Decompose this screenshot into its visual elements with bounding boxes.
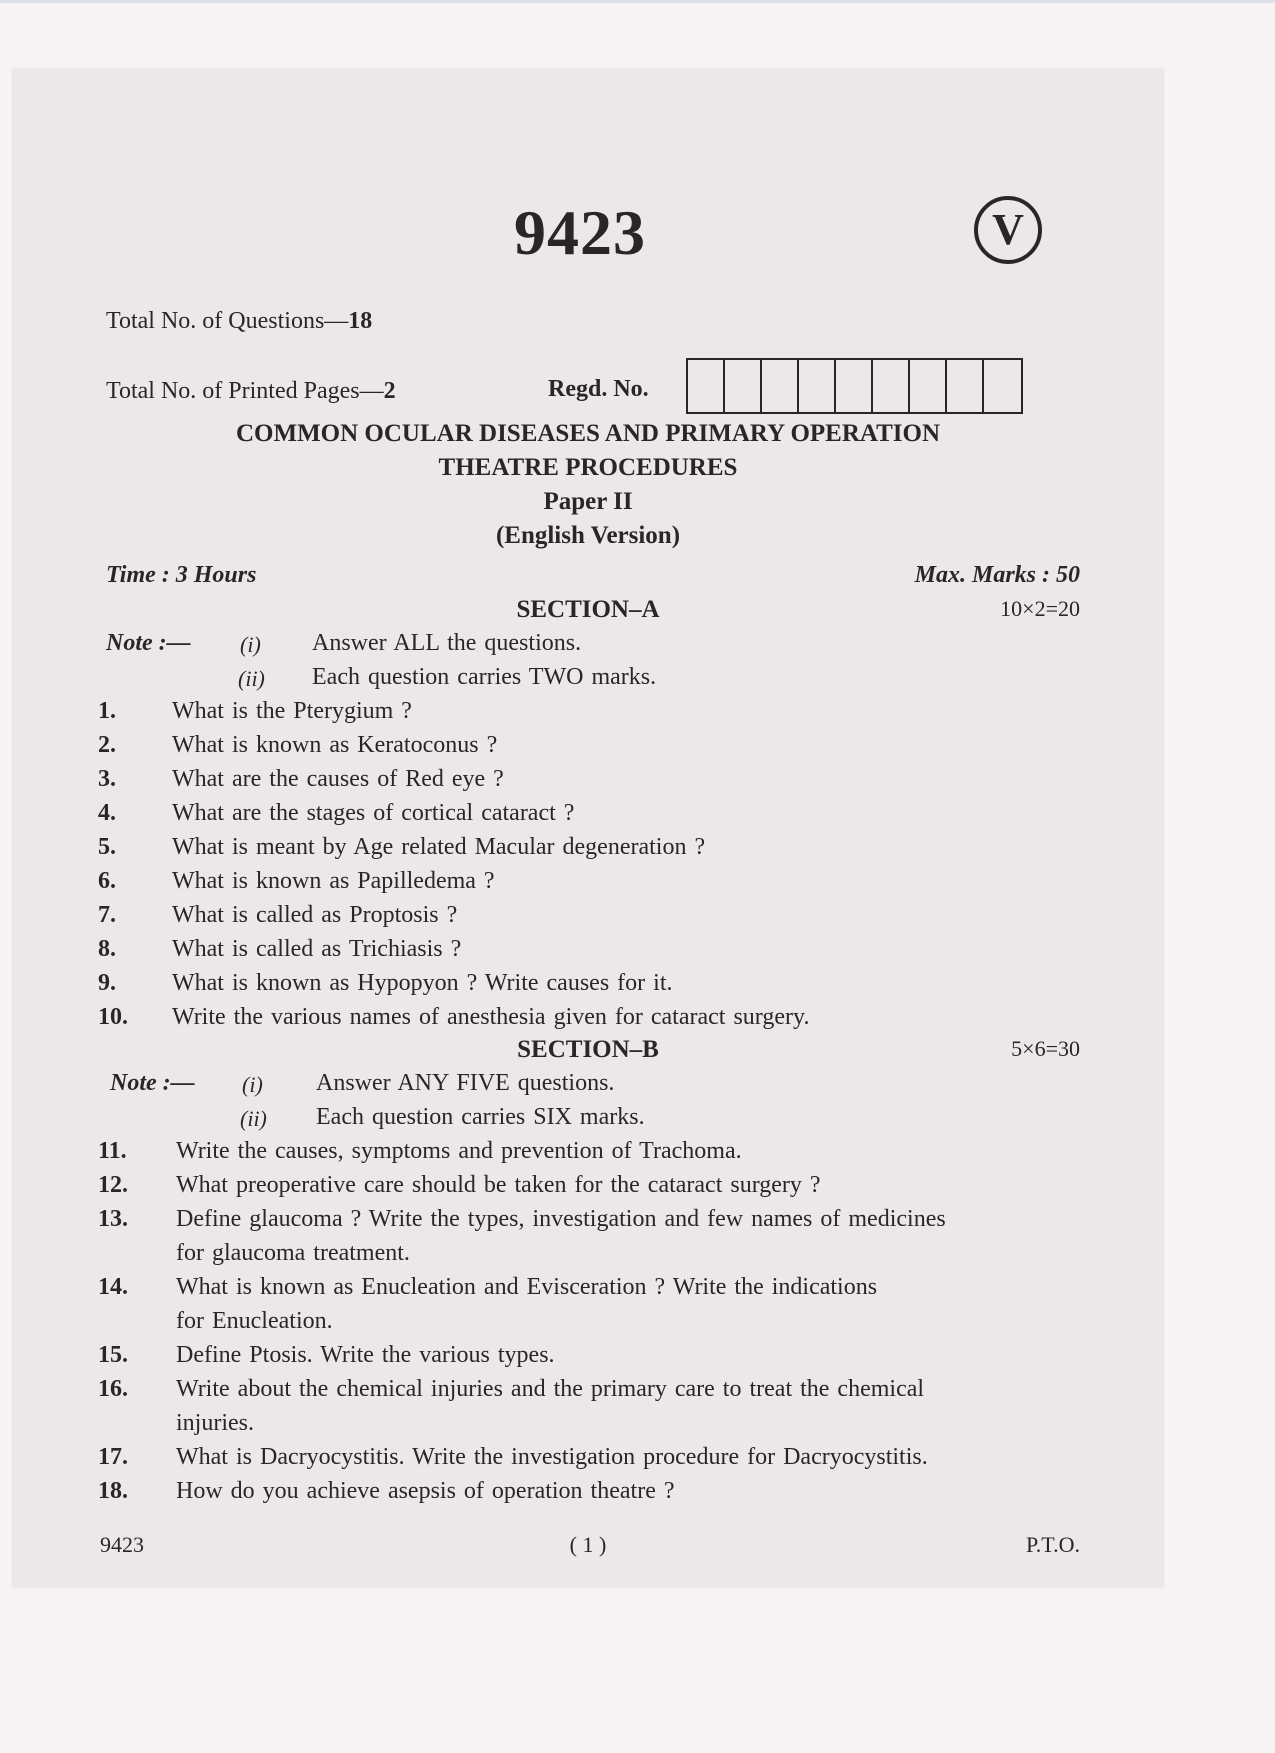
section-a-heading: SECTION–A bbox=[516, 596, 660, 623]
question-number: 6. bbox=[98, 868, 116, 894]
note-number: (i) bbox=[240, 632, 261, 657]
paper-title-line1: COMMON OCULAR DISEASES AND PRIMARY OPERATION bbox=[235, 420, 941, 447]
question-text: Define glaucoma ? Write the types, investigation and few names of medicines bbox=[176, 1206, 946, 1232]
time-allowed: Time : 3 Hours bbox=[106, 562, 257, 588]
question-number: 2. bbox=[98, 732, 116, 758]
question-text: What is known as Keratoconus ? bbox=[172, 732, 498, 758]
paper-title-line2: THEATRE PROCEDURES bbox=[438, 454, 738, 481]
total-pages bbox=[106, 378, 396, 405]
total-questions-label: Total No. of Questions— bbox=[106, 308, 349, 334]
pto-label: P.T.O. bbox=[1026, 1532, 1080, 1557]
question-text: What is Dacryocystitis. Write the investigation procedure for Dacryocystitis. bbox=[176, 1444, 928, 1470]
question-text: What is known as Hypopyon ? Write causes for it. bbox=[172, 970, 673, 996]
footer-code: 9423 bbox=[100, 1532, 144, 1557]
question-text: Write the causes, symptoms and prevention of Trachoma. bbox=[176, 1138, 742, 1164]
question-number: 7. bbox=[98, 902, 116, 928]
question-text: What is called as Trichiasis ? bbox=[172, 936, 462, 962]
regd-no-boxes bbox=[686, 358, 1023, 414]
paper-language: (English Version) bbox=[495, 522, 681, 549]
note-text: Each question carries SIX marks. bbox=[316, 1104, 645, 1130]
question-number: 5. bbox=[98, 834, 116, 860]
question-text: Define Ptosis. Write the various types. bbox=[176, 1342, 555, 1368]
question-text: What is called as Proptosis ? bbox=[172, 902, 458, 928]
note-number: (ii) bbox=[240, 1106, 267, 1131]
question-text-continued: for glaucoma treatment. bbox=[176, 1240, 410, 1266]
section-b-note-label: Note :— bbox=[110, 1070, 195, 1096]
question-number: 16. bbox=[98, 1376, 128, 1402]
regd-box bbox=[984, 360, 1021, 412]
paper-code: 9423 bbox=[514, 197, 646, 268]
question-text: Write about the chemical injuries and the primary care to treat the chemical bbox=[176, 1376, 925, 1402]
total-pages-value: 2 bbox=[383, 378, 396, 404]
question-number: 4. bbox=[98, 800, 116, 826]
regd-box bbox=[762, 360, 799, 412]
section-a-note-label: Note :— bbox=[106, 630, 191, 656]
regd-box bbox=[688, 360, 725, 412]
question-text: How do you achieve asepsis of operation theatre ? bbox=[176, 1478, 675, 1504]
regd-box bbox=[947, 360, 984, 412]
page-number: ( 1 ) bbox=[569, 1532, 607, 1557]
question-number: 13. bbox=[98, 1206, 128, 1232]
question-number: 3. bbox=[98, 766, 116, 792]
question-text: What is meant by Age related Macular degeneration ? bbox=[172, 834, 706, 860]
question-number: 12. bbox=[98, 1172, 128, 1198]
question-number: 15. bbox=[98, 1342, 128, 1368]
paper-number: Paper II bbox=[543, 488, 633, 515]
question-text: What is the Pterygium ? bbox=[172, 698, 412, 724]
regd-box bbox=[725, 360, 762, 412]
question-text: What is known as Papilledema ? bbox=[172, 868, 495, 894]
question-text: What are the causes of Red eye ? bbox=[172, 766, 504, 792]
section-a-marks: 10×2=20 bbox=[1000, 596, 1080, 621]
question-text-continued: injuries. bbox=[176, 1410, 254, 1436]
regd-box bbox=[873, 360, 910, 412]
question-number: 8. bbox=[98, 936, 116, 962]
total-questions-value: 18 bbox=[348, 308, 373, 334]
question-number: 10. bbox=[98, 1004, 128, 1030]
note-text: Each question carries TWO marks. bbox=[312, 664, 657, 690]
question-number: 9. bbox=[98, 970, 116, 996]
question-text: What is known as Enucleation and Evisceration ? Write the indications bbox=[176, 1274, 878, 1300]
note-text: Answer ANY FIVE questions. bbox=[316, 1070, 615, 1096]
note-number: (ii) bbox=[238, 666, 265, 691]
scan-top-border bbox=[0, 0, 1275, 3]
question-text-continued: for Enucleation. bbox=[176, 1308, 333, 1334]
section-b-heading: SECTION–B bbox=[517, 1036, 659, 1063]
question-text: What preoperative care should be taken for the cataract surgery ? bbox=[176, 1172, 821, 1198]
question-number: 11. bbox=[98, 1138, 127, 1164]
regd-no-label: Regd. No. bbox=[548, 376, 649, 402]
section-b-marks: 5×6=30 bbox=[1011, 1036, 1080, 1061]
note-text: Answer ALL the questions. bbox=[312, 630, 582, 656]
question-text: Write the various names of anesthesia given for cataract surgery. bbox=[172, 1004, 810, 1030]
question-number: 18. bbox=[98, 1478, 128, 1504]
question-paper-page bbox=[12, 68, 1164, 1588]
question-text: What are the stages of cortical cataract ? bbox=[172, 800, 575, 826]
note-number: (i) bbox=[242, 1072, 263, 1097]
version-mark: V bbox=[974, 196, 1042, 264]
max-marks: Max. Marks : 50 bbox=[914, 562, 1080, 588]
regd-box bbox=[836, 360, 873, 412]
question-number: 14. bbox=[98, 1274, 128, 1300]
question-number: 17. bbox=[98, 1444, 128, 1470]
question-number: 1. bbox=[98, 698, 116, 724]
regd-box bbox=[910, 360, 947, 412]
total-questions bbox=[106, 308, 372, 335]
regd-box bbox=[799, 360, 836, 412]
total-pages-label: Total No. of Printed Pages— bbox=[106, 378, 384, 404]
